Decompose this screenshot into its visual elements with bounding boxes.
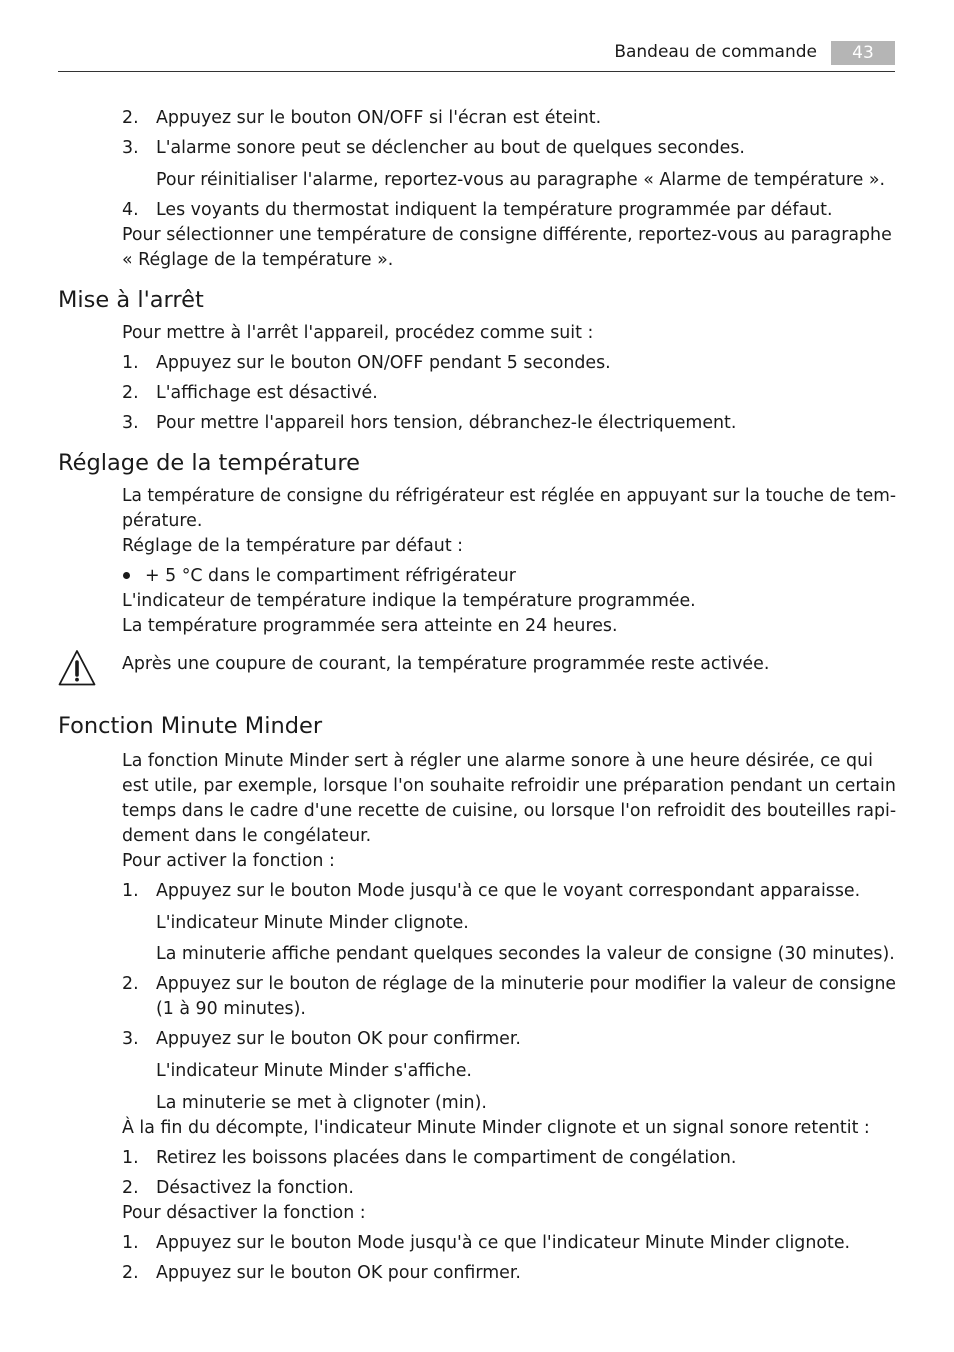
paragraph: est utile, par exemple, lorsque l'on souhaite refroidir une préparation pendant un certain [122,776,896,796]
warning-text: Après une coupure de courant, la température programmée reste activée. [122,654,770,674]
step-number: 2. [122,383,139,403]
step-number: 2. [122,1178,139,1198]
step-text: Pour mettre l'appareil hors tension, débranchez-le électriquement. [156,413,737,433]
paragraph: La température de consigne du réfrigérateur est réglée en appuyant sur la touche de tem- [122,486,897,506]
step-text: Retirez les boissons placées dans le compartiment de congélation. [156,1148,737,1168]
paragraph: Pour activer la fonction : [122,851,335,871]
warning-icon [57,647,97,689]
paragraph: Pour mettre à l'arrêt l'appareil, procédez comme suit : [122,323,594,343]
bullet-text: + 5 °C dans le compartiment réfrigérateur [145,566,516,586]
paragraph: Pour désactiver la fonction : [122,1203,366,1223]
step-text: Appuyez sur le bouton OK pour confirmer. [156,1029,521,1049]
step-number: 3. [122,1029,139,1049]
paragraph: L'indicateur de température indique la température programmée. [122,591,696,611]
step-number: 1. [122,881,139,901]
step-number: 4. [122,200,139,220]
step-text: L'affichage est désactivé. [156,383,378,403]
step-text: Appuyez sur le bouton ON/OFF si l'écran est éteint. [156,108,602,128]
paragraph: pérature. [122,511,203,531]
step-text: Appuyez sur le bouton ON/OFF pendant 5 secondes. [156,353,611,373]
step-text: L'alarme sonore peut se déclencher au bout de quelques secondes. [156,138,745,158]
paragraph: Pour sélectionner une température de consigne différente, reportez-vous au paragraphe [122,225,892,245]
step-text: Appuyez sur le bouton Mode jusqu'à ce que l'indicateur Minute Minder clignote. [156,1233,851,1253]
step-subtext: La minuterie se met à clignoter (min). [156,1093,487,1113]
paragraph: À la fin du décompte, l'indicateur Minute Minder clignote et un signal sonore retentit : [122,1118,870,1138]
step-subtext: L'indicateur Minute Minder clignote. [156,913,469,933]
step-number: 3. [122,138,139,158]
step-number: 2. [122,1263,139,1283]
step-number: 1. [122,353,139,373]
step-subtext: Pour réinitialiser l'alarme, reportez-vous au paragraphe « Alarme de température ». [156,170,886,190]
step-text: Les voyants du thermostat indiquent la température programmée par défaut. [156,200,833,220]
step-number: 3. [122,413,139,433]
step-text: Appuyez sur le bouton OK pour confirmer. [156,1263,521,1283]
step-number: 2. [122,108,139,128]
step-text: Désactivez la fonction. [156,1178,354,1198]
paragraph: temps dans le cadre d'une recette de cuisine, ou lorsque l'on refroidit des bouteilles rapi- [122,801,897,821]
step-number: 2. [122,974,139,994]
bullet-dot [123,572,130,579]
section-heading-mise-arret: Mise à l'arrêt [58,287,204,313]
section-heading-minute-minder: Fonction Minute Minder [58,713,323,739]
paragraph: Réglage de la température par défaut : [122,536,464,556]
step-text: Appuyez sur le bouton Mode jusqu'à ce que le voyant correspondant apparaisse. [156,881,861,901]
page-header [58,40,895,72]
step-text: (1 à 90 minutes). [156,999,306,1019]
header-title: Bandeau de commande [614,42,817,62]
step-text: Appuyez sur le bouton de réglage de la minuterie pour modifier la valeur de consigne [156,974,897,994]
paragraph: « Réglage de la température ». [122,250,394,270]
step-subtext: La minuterie affiche pendant quelques secondes la valeur de consigne (30 minutes). [156,944,895,964]
paragraph: La température programmée sera atteinte en 24 heures. [122,616,618,636]
step-number: 1. [122,1233,139,1253]
section-heading-reglage: Réglage de la température [58,450,360,476]
page-number: 43 [831,41,895,65]
paragraph: dement dans le congélateur. [122,826,372,846]
paragraph: La fonction Minute Minder sert à régler une alarme sonore à une heure désirée, ce qui [122,751,873,771]
step-subtext: L'indicateur Minute Minder s'affiche. [156,1061,472,1081]
step-number: 1. [122,1148,139,1168]
